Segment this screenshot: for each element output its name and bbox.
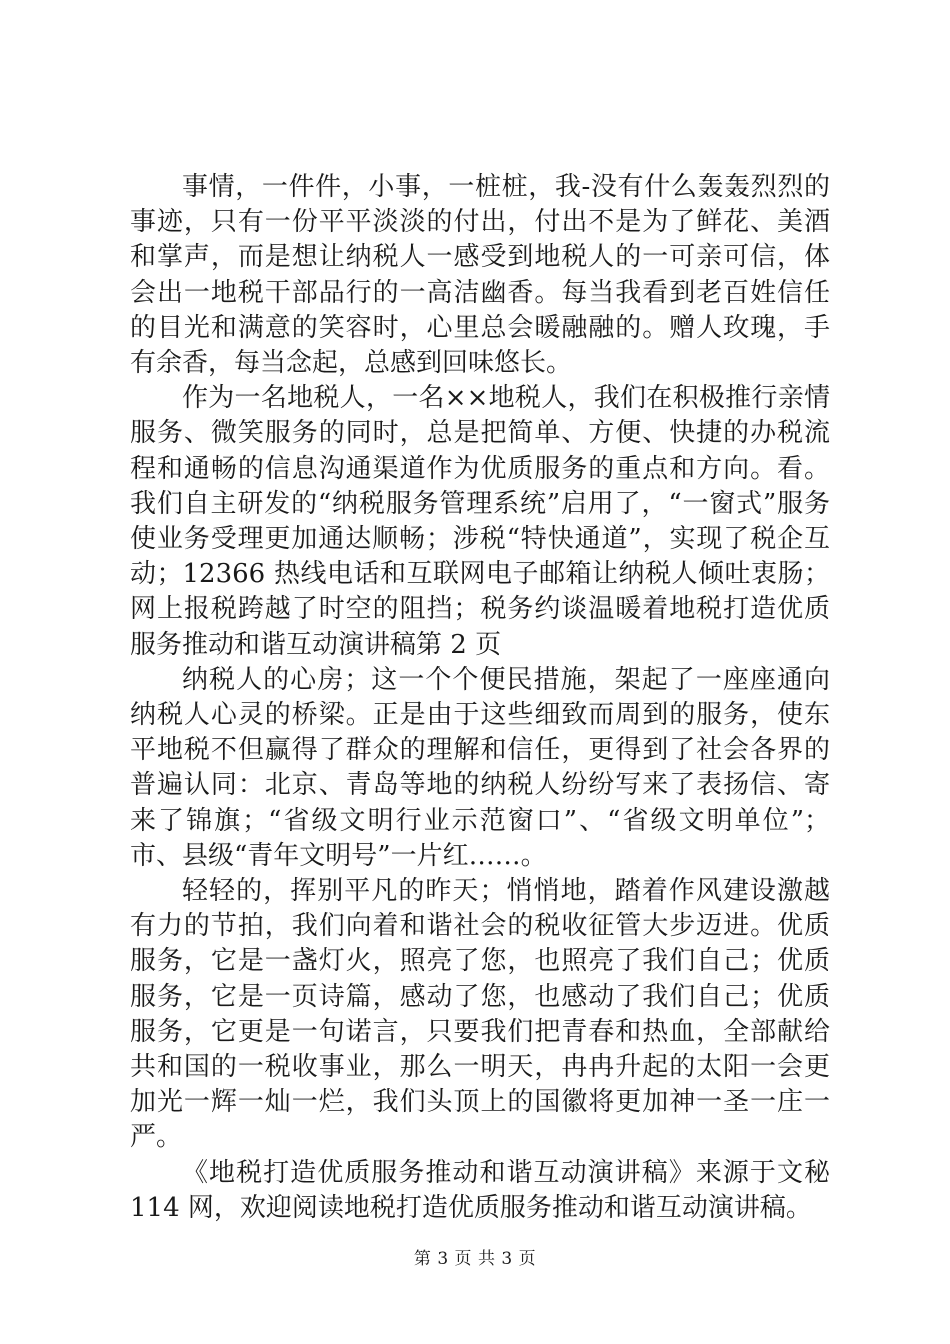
paragraph-3: 纳税人的心房；这一个个便民措施，架起了一座座通向纳税人心灵的桥梁。正是由于这些细致而周到的服务，使东平地税不但赢得了群众的理解和信任，更得到了社会各界的普遍认同：北京、青岛等地的纳税人纷纷写来了表扬信、寄来了锦旗；“省级文明行业示范窗口”、“省级文明单位”；市、县级“青年文明号”一片红……。 (130, 664, 830, 871)
document-body (130, 170, 830, 1226)
page-number-footer: 第 3 页 共 3 页 (413, 1249, 537, 1269)
paragraph-5: 《地税打造优质服务推动和谐互动演讲稿》来源于文秘 114 网，欢迎阅读地税打造优质服务推动和谐互动演讲稿。 (130, 1157, 830, 1223)
paragraph-1: 事情，一件件，小事，一桩桩，我-没有什么轰轰烈烈的事迹，只有一份平平淡淡的付出，付出不是为了鲜花、美酒和掌声，而是想让纳税人一感受到地税人的一可亲可信，体会出一地税干部品行的一高洁幽香。每当我看到老百姓信任的目光和满意的笑容时，心里总会暖融融的。赠人玫瑰，手有余香，每当念起，总感到回味悠长。 (130, 172, 830, 379)
paragraph-4: 轻轻的，挥别平凡的昨天；悄悄地，踏着作风建设激越有力的节拍，我们向着和谐社会的税收征管大步迈进。优质服务，它是一盏灯火，照亮了您，也照亮了我们自己；优质服务，它是一页诗篇，感动了您，也感动了我们自己；优质服务，它更是一句诺言，只要我们把青春和热血，全部献给共和国的一税收事业，那么一明天，冉冉升起的太阳一会更加光一辉一灿一烂，我们头顶上的国徽将更加神一圣一庄一严。 (130, 876, 830, 1153)
paragraph-2: 作为一名地税人，一名××地税人，我们在积极推行亲情服务、微笑服务的同时，总是把简单、方便、快捷的办税流程和通畅的信息沟通渠道作为优质服务的重点和方向。看。我们自主研发的“纳税服务管理系统”启用了，“一窗式”服务使业务受理更加通达顺畅；涉税“特快通道”，实现了税企互动；12366 热线电话和互联网电子邮箱让纳税人倾吐衷肠；网上报税跨越了时空的阻挡；税务约谈温暖着地税打造优质服务推动和谐互动演讲稿第 2 页 (130, 383, 830, 660)
